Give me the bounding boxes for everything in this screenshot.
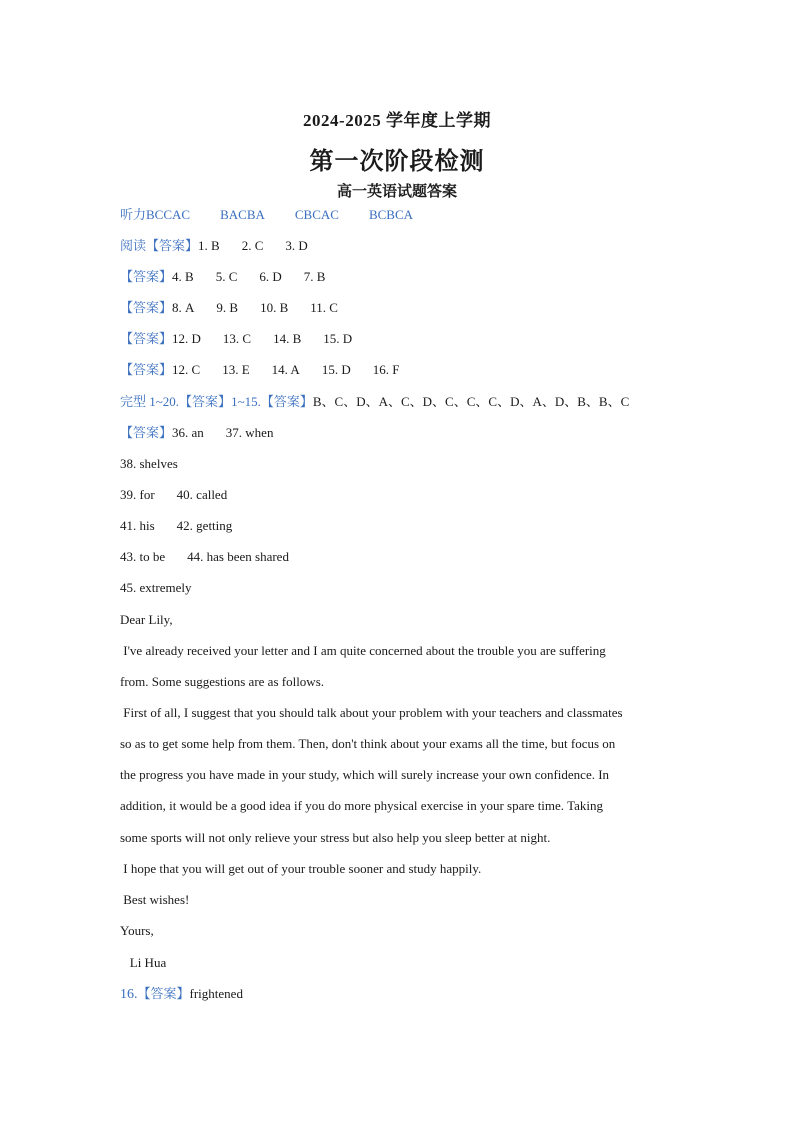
letter-line: from. Some suggestions are as follows. <box>120 674 325 689</box>
grammar-row <box>120 486 227 504</box>
letter-closing: Best wishes! <box>120 892 190 907</box>
reading-label: 阅读 <box>120 238 147 253</box>
letter-line: I hope that you will get out of your trouble sooner and study happily. <box>120 861 482 876</box>
subtitle: 高一英语试题答案 <box>336 184 457 200</box>
answer-tag: 【答案】 <box>260 394 313 409</box>
answer-item: 41. his <box>120 518 155 533</box>
letter-line: addition, it would be a good idea if you do more physical exercise in your spare time. Taking <box>120 798 603 813</box>
listening-group: CBCAC <box>294 207 339 222</box>
answer-tag: 【答案】 <box>120 425 173 440</box>
answer-tag: 【答案】 <box>146 238 199 253</box>
letter-line: some sports will not only relieve your stress but also help you sleep better at night. <box>120 830 551 845</box>
answer-item: 15. D <box>323 331 353 346</box>
reading-row <box>120 361 399 379</box>
answer-item: 37. when <box>225 425 274 440</box>
grammar-row <box>120 424 273 442</box>
answer-item: 13. E <box>222 362 250 377</box>
answer-item: 3. D <box>285 238 308 253</box>
answer-item: 4. B <box>172 269 194 284</box>
answer-item: 40. called <box>176 487 228 502</box>
final-answer <box>120 985 243 1004</box>
answer-item: 44. has been shared <box>187 549 289 564</box>
answer-tag: 【答案】 <box>137 986 190 1001</box>
grammar-row <box>120 517 232 535</box>
answer-tag: 【答案】 <box>120 300 173 315</box>
grammar-row <box>120 455 178 473</box>
answer-item: 14. A <box>271 362 300 377</box>
answer-item: 1. B <box>198 238 220 253</box>
reading-row <box>120 268 325 286</box>
answer-item: 36. an <box>172 425 204 440</box>
answer-item: 14. B <box>273 331 302 346</box>
grammar-row <box>120 579 191 597</box>
listening-label: 听力 <box>120 207 147 222</box>
answer-tag: 【答案】 <box>120 269 173 284</box>
answer-item: 10. B <box>260 300 289 315</box>
final-answer-text: frightened <box>189 986 243 1001</box>
answer-item: 13. C <box>222 331 252 346</box>
listening-group: BCCAC <box>146 207 191 222</box>
cloze-answers <box>120 393 629 411</box>
listening-group: BACBA <box>220 207 265 222</box>
reading-row <box>120 330 352 348</box>
answer-item: 7. B <box>303 269 326 284</box>
year-term-title: 2024-2025 学年度上学期 <box>303 111 491 130</box>
answer-item: 12. C <box>172 362 201 377</box>
listening-group: BCBCA <box>368 207 414 222</box>
answer-tag: 【答案】 <box>179 394 232 409</box>
answer-item: 6. D <box>259 269 282 284</box>
letter-line: First of all, I suggest that you should talk about your problem with your teachers and classmates <box>120 705 623 720</box>
answer-item: 12. D <box>172 331 201 346</box>
final-number: 16. <box>120 987 138 1002</box>
letter-line: I've already received your letter and I am quite concerned about the trouble you are suffering <box>120 643 606 658</box>
exam-title: 第一次阶段检测 <box>309 149 485 175</box>
answer-item: 16. F <box>372 362 400 377</box>
answer-item: 9. B <box>216 300 239 315</box>
answer-item: 15. D <box>321 362 351 377</box>
answer-item: 8. A <box>172 300 195 315</box>
letter-signature: Li Hua <box>120 955 167 970</box>
answer-item: 5. C <box>215 269 238 284</box>
letter-greeting: Dear Lily, <box>120 612 173 627</box>
answer-item: 43. to be <box>120 549 166 564</box>
reading-row <box>120 299 338 317</box>
answer-item: 11. C <box>310 300 338 315</box>
answer-item: 2. C <box>241 238 264 253</box>
answer-item: 39. for <box>120 487 155 502</box>
answer-item: 38. shelves <box>120 456 178 471</box>
cloze-answer-list: B、C、D、A、C、D、C、C、C、D、A、D、B、B、C <box>312 394 630 409</box>
answer-tag: 【答案】 <box>120 331 173 346</box>
answer-tag: 【答案】 <box>120 362 173 377</box>
listening-answers <box>120 206 413 224</box>
cloze-range: 1~15. <box>231 394 261 409</box>
letter-line: so as to get some help from them. Then, don't think about your exams all the time, but focus on <box>120 736 616 751</box>
answer-item: 45. extremely <box>120 580 192 595</box>
letter-signoff: Yours, <box>120 923 154 938</box>
cloze-label: 完型 1~20. <box>120 394 180 409</box>
letter-line: the progress you have made in your study, which will surely increase your own confidence. In <box>120 767 610 782</box>
answer-item: 42. getting <box>176 518 233 533</box>
reading-row <box>120 237 308 255</box>
grammar-row <box>120 548 289 566</box>
